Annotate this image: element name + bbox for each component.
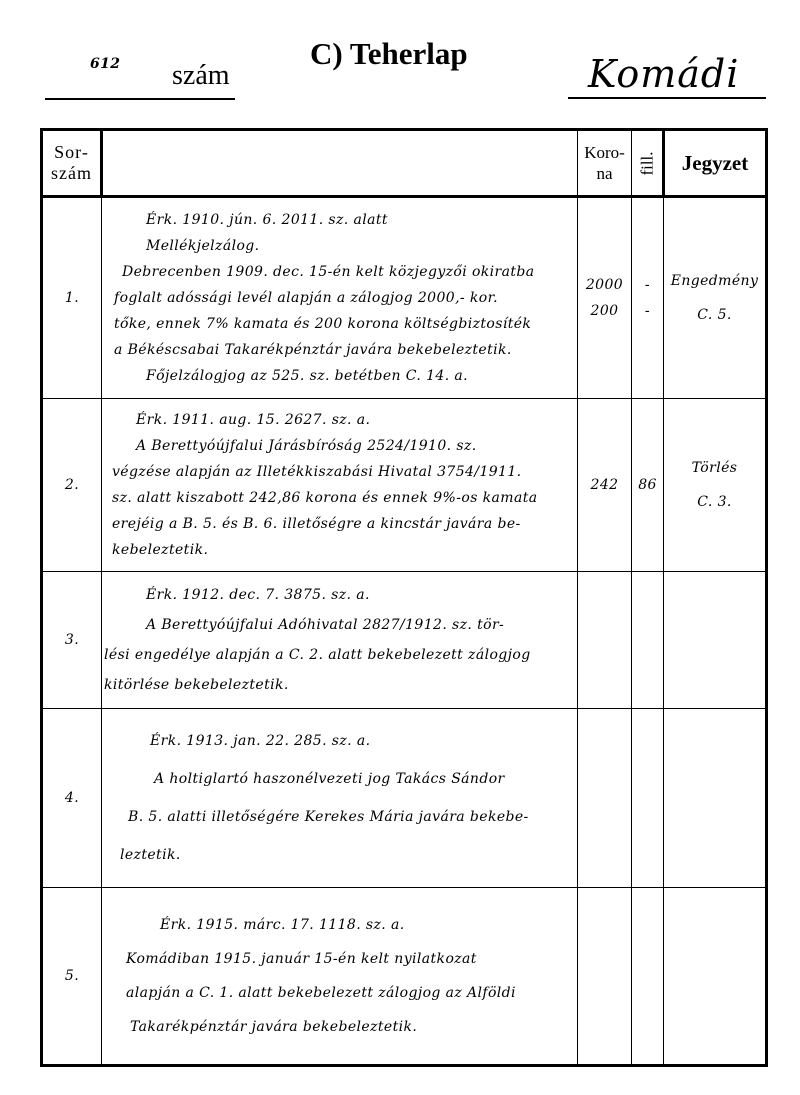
korona-cell [578,888,632,1066]
column-header-fill-label: fill. [637,150,657,176]
row-number: 3. [42,572,102,709]
table-row [42,399,767,572]
entry-line: B. 5. alatti illetőségére Kerekes Mária javára bekebe- [128,809,529,825]
korona-value: 2000 [585,277,624,293]
jegyzet-cell [664,709,767,888]
fill-cell [632,197,664,399]
korona-cell [578,197,632,399]
entry-line: Érk. 1913. jan. 22. 285. sz. a. [150,733,371,749]
entry-text [102,709,578,888]
column-header-sorszam-line2: szám [51,163,92,183]
entry-line: kitörlése bekebeleztetik. [104,677,289,693]
encumbrance-table [40,128,768,1067]
entry-line: A Berettyóújfalui Adóhivatal 2827/1912. sz. tör- [146,617,505,633]
entry-line: tőke, ennek 7% kamata és 200 korona költségbiztosíték [114,316,532,332]
fill-cell [632,709,664,888]
entry-line: Főjelzálogjog az 525. sz. betétben C. 14. a. [146,368,468,384]
fill-cell [632,399,664,572]
entry-line: Komádiban 1915. január 15-én kelt nyilatkozat [126,951,477,967]
entry-line: erejéig a B. 5. és B. 6. illetőségre a kincstár javára be- [112,516,521,532]
place-underline [568,97,766,99]
entry-line: A Berettyóújfalui Járásbíróság 2524/1910. sz. [136,438,477,454]
korona-cell [578,399,632,572]
column-header-korona-line1: Koro- [584,143,625,162]
jegyzet-cell [664,572,767,709]
entry-line: alapján a C. 1. alatt bekebelezett zálogjog az Alföldi [126,985,516,1001]
entry-line: végzése alapján az Illetékkiszabási Hivatal 3754/1911. [112,464,522,480]
entry-line: a Békéscsabai Takarékpénztár javára bekebeleztetik. [114,342,512,358]
column-header-sorszam [42,130,102,197]
entry-text [102,888,578,1066]
table-row [42,709,767,888]
entry-line: lési engedélye alapján a C. 2. alatt bekebelezett zálogjog [104,647,531,663]
entry-line: sz. alatt kiszabott 242,86 korona és ennek 9%-os kamata [112,490,538,506]
column-header-fill [632,130,664,197]
page-title: C) Teherlap [310,36,468,71]
entry-text [102,197,578,399]
entry-text [102,572,578,709]
number-underline [45,98,235,100]
fill-cell [632,572,664,709]
row-number: 1. [42,197,102,399]
entry-line: Érk. 1910. jún. 6. 2011. sz. alatt [146,212,388,228]
column-header-korona-line2: na [596,164,613,183]
table-row [42,572,767,709]
jegyzet-value: Engedmény [670,273,759,289]
entry-line: Érk. 1912. dec. 7. 3875. sz. a. [146,587,370,603]
column-header-jegyzet: Jegyzet [664,130,767,197]
row-number: 2. [42,399,102,572]
entry-line: Takarékpénztár javára bekebeleztetik. [130,1019,418,1035]
fill-value: - [644,277,651,293]
korona-cell [578,572,632,709]
fill-value: - [644,303,651,319]
fill-cell [632,888,664,1066]
table-row [42,197,767,399]
jegyzet-cell [664,197,767,399]
sheet-number-label: szám [172,60,230,91]
entry-text [102,399,578,572]
column-header-sorszam-line1: Sor- [54,142,89,162]
place-name: Komádi [588,52,740,96]
jegyzet-value: C. 3. [697,494,732,510]
sheet-number: 612 [90,56,121,72]
column-header-text [102,130,578,197]
entry-line: Debrecenben 1909. dec. 15-én kelt közjegyzői okiratba [122,264,535,280]
jegyzet-cell [664,399,767,572]
row-number: 5. [42,888,102,1066]
entry-line: kebeleztetik. [112,542,209,558]
entry-line: Mellékjelzálog. [146,238,260,254]
entry-line: foglalt adóssági levél alapján a zálogjog 2000,- kor. [114,290,499,306]
jegyzet-value: C. 5. [697,307,732,323]
korona-value: 200 [590,303,619,319]
entry-line: A holtiglartó haszonélvezeti jog Takács Sándor [154,771,505,787]
column-header-korona [578,130,632,197]
table-row [42,888,767,1066]
jegyzet-value: Törlés [691,460,738,476]
entry-line: Érk. 1911. aug. 15. 2627. sz. a. [136,412,371,428]
korona-value: 242 [590,477,619,493]
entry-line: leztetik. [120,847,181,863]
jegyzet-cell [664,888,767,1066]
row-number: 4. [42,709,102,888]
fill-value: 86 [638,477,657,493]
korona-cell [578,709,632,888]
entry-line: Érk. 1915. márc. 17. 1118. sz. a. [160,917,405,933]
